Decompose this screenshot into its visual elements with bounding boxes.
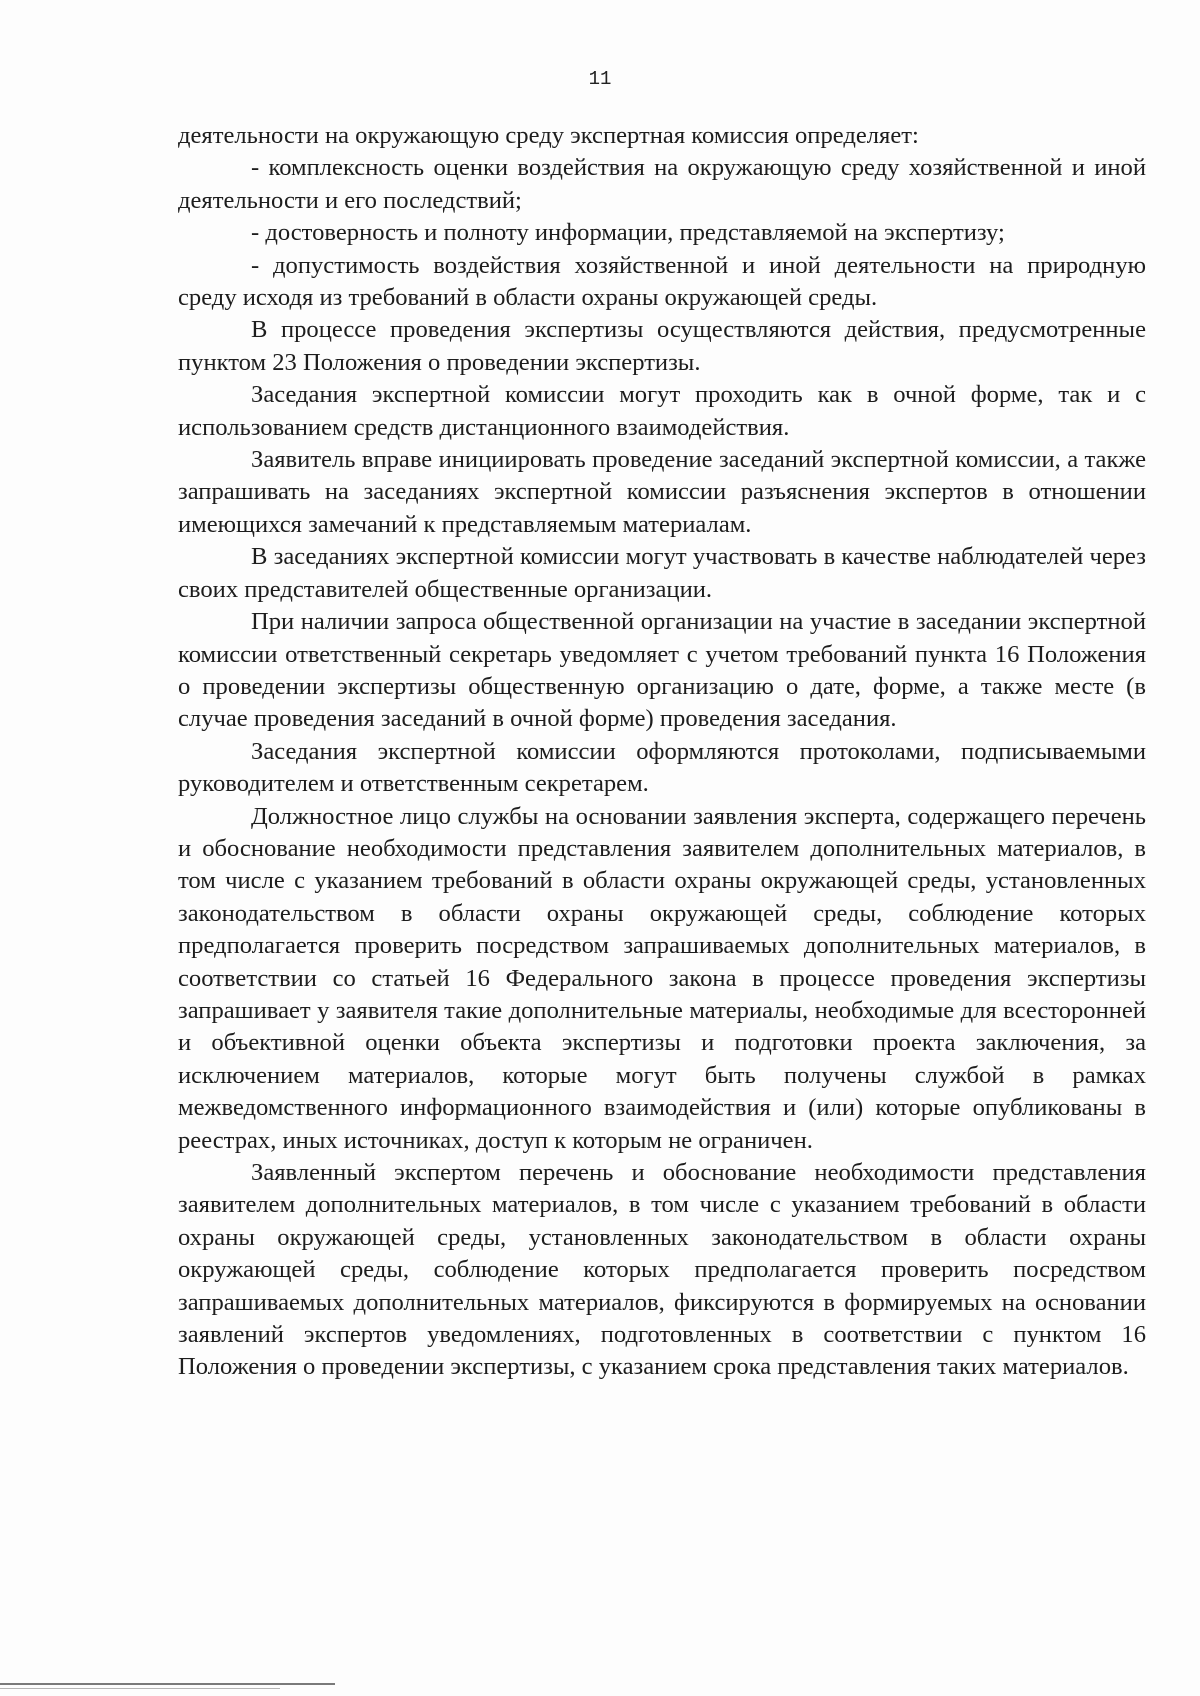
paragraph-expertise-actions: В процессе проведения экспертизы осуществляются действия, предусмотренные пунктом 23 Положения о проведении экспертизы.	[178, 316, 1146, 376]
scan-edge-line-thin	[0, 1688, 280, 1689]
paragraph-item-comprehensiveness: - комплексность оценки воздействия на окружающую среду хозяйственной и иной деятельности и его последствий;	[178, 154, 1146, 214]
scan-edge-line	[0, 1683, 335, 1685]
paragraph-continuation: деятельности на окружающую среду экспертная комиссия определяет:	[178, 122, 919, 149]
paragraph-meeting-protocols: Заседания экспертной комиссии оформляются протоколами, подписываемыми руководителем и ответственным секретарем.	[178, 737, 1146, 798]
paragraph-additional-materials-notification: Заявленный экспертом перечень и обоснование необходимости представления заявителем дополнительных материалов, в том числе с указанием требований в области охраны окружающей среды, установленных законодательством в области охраны окружающей среды, соблюдение которых предполагается проверить посредством запрашиваемых дополнительных материалов, фиксируются в формируемых на основании заявлений экспертов уведомлениях, подготовленных в соответствии с пунктом 16 Положения о проведении экспертизы, с указанием срока представления таких материалов.	[178, 1159, 1146, 1381]
paragraph-item-admissibility: - допустимость воздействия хозяйственной и иной деятельности на природную среду исходя из требований в области охраны окружающей среды.	[178, 251, 1146, 312]
paragraph-meeting-format: Заседания экспертной комиссии могут проходить как в очной форме, так и с использованием средств дистанционного взаимодействия.	[178, 381, 1146, 441]
paragraph-applicant-rights: Заявитель вправе инициировать проведение заседаний экспертной комиссии, а также запрашивать на заседаниях экспертной комиссии разъяснения экспертов в отношении имеющихся замечаний к представляемым материалам.	[178, 446, 1146, 538]
document-body	[178, 120, 1146, 1384]
paragraph-public-organization-request: При наличии запроса общественной организации на участие в заседании экспертной комиссии ответственный секретарь уведомляет с учетом требований пункта 16 Положения о проведении экспертизы общественную организацию о дате, форме, а также месте (в случае проведения заседаний в очной форме) проведения заседания.	[178, 608, 1146, 733]
paragraph-item-reliability: - достоверность и полноту информации, представляемой на экспертизу;	[251, 219, 1005, 247]
paragraph-additional-materials-request: Должностное лицо службы на основании заявления эксперта, содержащего перечень и обоснование необходимости представления заявителем дополнительных материалов, в том числе с указанием требований в области охраны окружающей среды, установленных законодательством в области охраны окружающей среды, соблюдение которых предполагается проверить посредством запрашиваемых дополнительных материалов, в соответствии со статьей 16 Федерального закона в процессе проведения экспертизы запрашивает у заявителя такие дополнительные материалы, необходимые для всесторонней и объективной оценки объекта экспертизы и подготовки проекта заключения, за исключением материалов, которые могут быть получены службой в рамках межведомственного информационного взаимодействия и (или) которые опубликованы в реестрах, иных источниках, доступ к которым не ограничен.	[178, 802, 1146, 1154]
paragraph-observers: В заседаниях экспертной комиссии могут участвовать в качестве наблюдателей через своих представителей общественные организации.	[178, 543, 1146, 603]
page-number: 11	[588, 68, 612, 90]
